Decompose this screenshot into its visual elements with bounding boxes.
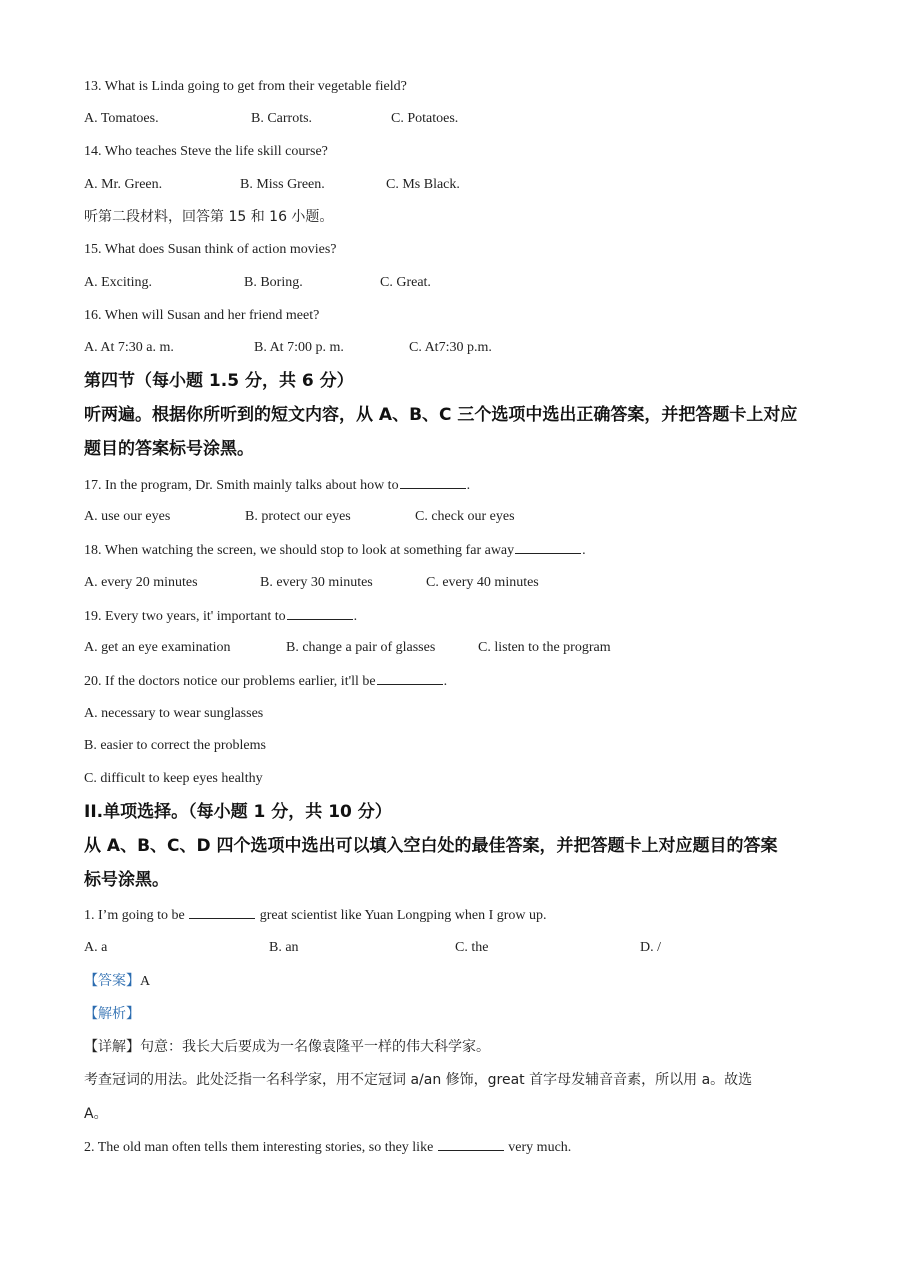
question-18-stem: [84, 541, 586, 560]
question-19-option-c: C. listen to the program: [478, 640, 611, 655]
question-19-option-a: A. get an eye examination: [84, 640, 231, 655]
choice-1-stem: [84, 906, 547, 925]
question-15-stem: 15. What does Susan think of action movies?: [84, 242, 337, 257]
question-16-option-b: B. At 7:00 p. m.: [254, 340, 344, 355]
question-13-option-c: C. Potatoes.: [391, 111, 459, 126]
detail-text: 句意：我长大后要成为一名像袁隆平一样的伟大科学家。: [140, 1039, 490, 1055]
part-2-instruction-1: 从 A、B、C、D 四个选项中选出可以填入空白处的最佳答案，并把答题卡上对应题目的答案: [84, 836, 778, 856]
choice-1-option-a: A. a: [84, 940, 108, 955]
question-17-end: .: [466, 478, 471, 493]
question-18-option-c: C. every 40 minutes: [426, 575, 539, 590]
answer-blank: [377, 672, 443, 685]
question-15-option-a: A. Exciting.: [84, 275, 153, 290]
choice-1-option-b: B. an: [269, 940, 299, 955]
part-2-instruction-2: 标号涂黑。: [84, 870, 169, 890]
answer-blank: [400, 476, 466, 489]
question-14-option-b: B. Miss Green.: [240, 177, 325, 192]
question-13-option-a: A. Tomatoes.: [84, 111, 159, 126]
explanation-line-1: 考查冠词的用法。此处泛指一名科学家，用不定冠词 a/an 修饰，great 首字母发辅音音素，所以用 a。故选: [84, 1072, 753, 1088]
question-15-option-c: C. Great.: [380, 275, 431, 290]
question-20-stem: [84, 672, 447, 691]
analysis-label: 【解析】: [84, 1006, 140, 1022]
question-20-option-a: A. necessary to wear sunglasses: [84, 706, 264, 721]
choice-2-text-pre: 2. The old man often tells them interesting stories, so they like: [84, 1140, 434, 1155]
question-20-end: .: [443, 674, 448, 689]
question-18-option-b: B. every 30 minutes: [260, 575, 373, 590]
choice-1-text-pre: 1. I’m going to be: [84, 908, 185, 923]
choice-1-option-c: C. the: [455, 940, 489, 955]
question-19-text: 19. Every two years, it' important to: [84, 609, 286, 624]
question-19-stem: [84, 607, 357, 626]
question-17-option-c: C. check our eyes: [415, 509, 515, 524]
question-16-option-a: A. At 7:30 a. m.: [84, 340, 174, 355]
question-19-end: .: [353, 609, 358, 624]
answer-label: 【答案】: [84, 973, 140, 989]
choice-2-stem: [84, 1138, 571, 1157]
answer-line: [84, 972, 150, 991]
section-4-instruction-2: 题目的答案标号涂黑。: [84, 439, 254, 459]
question-14-stem: 14. Who teaches Steve the life skill course?: [84, 144, 328, 159]
detail-label: 【详解】: [84, 1039, 140, 1055]
choice-2-text-post: very much.: [508, 1140, 572, 1155]
listening-note: 听第二段材料，回答第 15 和 16 小题。: [84, 209, 334, 225]
detail-line: [84, 1038, 490, 1056]
question-20-text: 20. If the doctors notice our problems earlier, it'll be: [84, 674, 376, 689]
section-4-title: 第四节（每小题 1.5 分，共 6 分）: [84, 371, 354, 391]
question-16-option-c: C. At7:30 p.m.: [409, 340, 492, 355]
question-20-option-b: B. easier to correct the problems: [84, 738, 266, 753]
question-16-stem: 16. When will Susan and her friend meet?: [84, 308, 320, 323]
question-20-option-c: C. difficult to keep eyes healthy: [84, 771, 263, 786]
question-17-stem: [84, 476, 470, 495]
choice-1-text-post: great scientist like Yuan Longping when I grow up.: [259, 908, 547, 923]
answer-blank: [515, 541, 581, 554]
question-15-option-b: B. Boring.: [244, 275, 303, 290]
question-17-option-b: B. protect our eyes: [245, 509, 351, 524]
question-18-option-a: A. every 20 minutes: [84, 575, 198, 590]
answer-blank: [189, 906, 255, 919]
question-18-text: 18. When watching the screen, we should stop to look at something far away: [84, 543, 515, 558]
question-17-text: 17. In the program, Dr. Smith mainly talks about how to: [84, 478, 399, 493]
section-4-instruction-1: 听两遍。根据你所听到的短文内容，从 A、B、C 三个选项中选出正确答案，并把答题卡上对应: [84, 405, 798, 425]
question-18-end: .: [582, 543, 586, 558]
choice-1-option-d: D. /: [640, 940, 661, 955]
answer-blank: [438, 1138, 504, 1151]
answer-blank: [287, 607, 353, 620]
answer-value: A: [140, 974, 151, 989]
question-13-stem: 13. What is Linda going to get from their vegetable field?: [84, 79, 407, 94]
explanation-line-2: A。: [84, 1106, 108, 1122]
question-14-option-c: C. Ms Black.: [386, 177, 460, 192]
question-19-option-b: B. change a pair of glasses: [286, 640, 436, 655]
question-13-option-b: B. Carrots.: [251, 111, 313, 126]
part-2-title: II.单项选择。（每小题 1 分，共 10 分）: [84, 802, 392, 822]
question-14-option-a: A. Mr. Green.: [84, 177, 163, 192]
question-17-option-a: A. use our eyes: [84, 509, 171, 524]
